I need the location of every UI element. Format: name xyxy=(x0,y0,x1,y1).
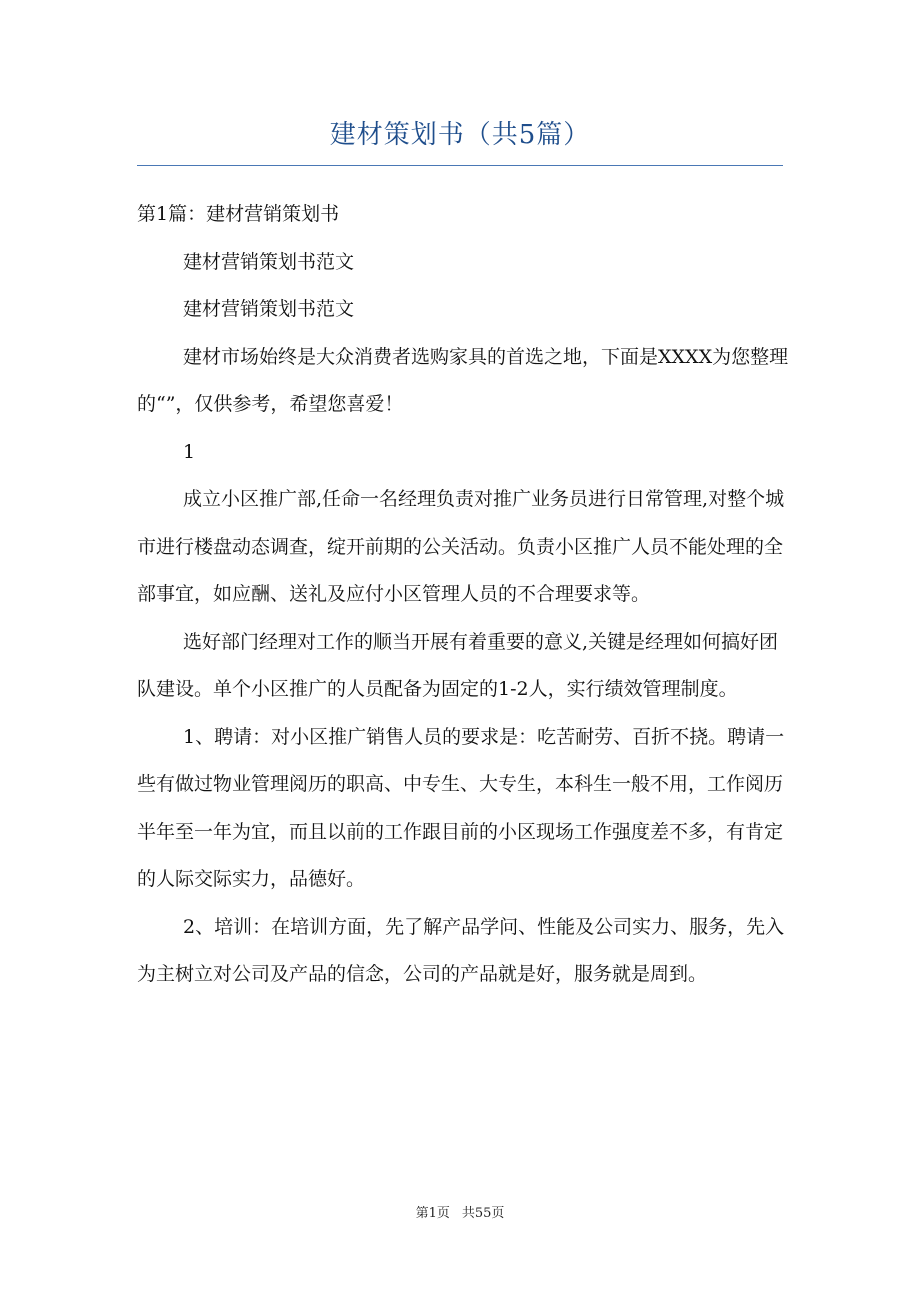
paragraph: 成立小区推广部,任命一名经理负责对推广业务员进行日常管理,对整个城市进行楼盘动态调查，绽开前期的公关活动。负责小区推广人员不能处理的全部事宜，如应酬、送礼及应付小区管理人员的不合理要求等。 xyxy=(137,488,785,605)
page-total: 共55页 xyxy=(461,1206,505,1221)
paragraph: 建材营销策划书范文 xyxy=(183,250,355,273)
paragraph: 建材市场始终是大众消费者选购家具的首选之地，下面是XXXX为您整理的“”，仅供参考，希望您喜爱！ xyxy=(137,345,789,415)
title-divider xyxy=(137,165,783,166)
document-title: 建材策划书（共5篇） xyxy=(329,120,591,150)
paragraph: 选好部门经理对工作的顺当开展有着重要的意义,关键是经理如何搞好团队建设。单个小区推广的人员配备为固定的1-2人，实行绩效管理制度。 xyxy=(137,630,779,700)
paragraph: 1、聘请：对小区推广销售人员的要求是：吃苦耐劳、百折不挠。聘请一些有做过物业管理阅历的职高、中专生、大专生，本科生一般不用，工作阅历半年至一年为宜，而且以前的工作跟目前的小区现场工作强度差不多，有肯定的人际交际实力，品德好。 xyxy=(137,725,785,890)
page-number: 第1页 xyxy=(415,1206,450,1221)
page-footer xyxy=(0,1204,920,1224)
paragraph: 2、培训：在培训方面，先了解产品学问、性能及公司实力、服务，先入为主树立对公司及产品的信念，公司的产品就是好，服务就是周到。 xyxy=(137,915,785,985)
paragraph-number: 1 xyxy=(183,440,196,463)
paragraph: 建材营销策划书范文 xyxy=(183,298,355,320)
document-body xyxy=(137,191,792,999)
chapter-heading: 第1篇：建材营销策划书 xyxy=(137,203,340,225)
